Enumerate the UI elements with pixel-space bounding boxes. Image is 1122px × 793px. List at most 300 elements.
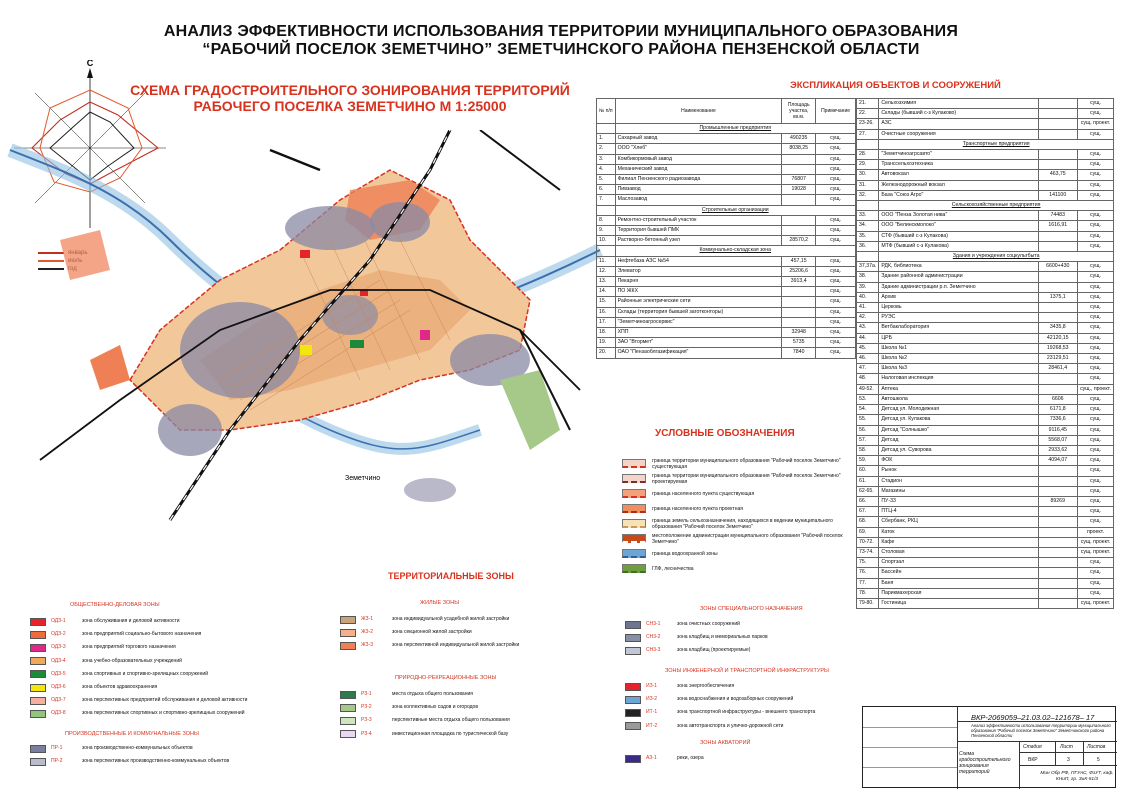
cell-n: 43. [857,323,879,333]
cell-note: сущ. [1077,517,1113,527]
cell-note: сущ. [1077,425,1113,435]
cell-n: 33. [857,211,879,221]
cell-note: сущ., проект. [1077,384,1113,394]
zone-swatch [340,691,356,699]
cell-area [1038,537,1077,547]
section-heading: Промышленные предприятия [615,124,855,134]
zoning-map [0,130,610,530]
cell-area: 19028 [782,185,816,195]
cell-area [1038,313,1077,323]
cell-n: 38. [857,272,879,282]
public-zones-heading: ОБЩЕСТВЕННО-ДЕЛОВАЯ ЗОНЫ [70,602,160,608]
cell-name: ПТЦ-4 [879,507,1038,517]
cell-n: 61. [857,476,879,486]
cell-name: ПУ-33 [879,496,1038,506]
cell-name: Механический завод [615,164,782,174]
cell-n: 39. [857,282,879,292]
col-num: № п/п [597,99,616,124]
table-row [857,374,1114,384]
cell-n: 66. [857,496,879,506]
cell-note: сущ. [1077,221,1113,231]
cell-n: 73-74. [857,547,879,557]
cell-n: 70-72. [857,537,879,547]
wind-rose-north-label: С [86,60,94,68]
cell-n: 55. [857,415,879,425]
cell-note: сущ. [816,154,856,164]
sheets-value: 5 [1097,757,1100,763]
cell-area [1038,517,1077,527]
cell-name: Пекарня [615,277,782,287]
zone-item [30,742,300,755]
table-row [857,211,1114,221]
table-row [597,297,856,307]
production-zones-heading: ПРОИЗВОДСТВЕННЫЕ И КОММУНАЛЬНЫЕ ЗОНЫ [65,731,199,737]
cell-n: 58. [857,445,879,455]
cell-area: 6606 [1038,394,1077,404]
table-row [597,307,856,317]
zone-item [30,707,300,720]
cell-n: 3. [597,154,616,164]
forest [500,370,560,450]
table-row [857,160,1114,170]
cell-note: сущ. [816,338,856,348]
zone-text: места отдыха общего пользования [392,691,473,698]
cell-name: Сельхозхимия [879,99,1038,109]
table-row [597,338,856,348]
section-heading: Транспортные предприятия [879,139,1114,149]
cell-note: проект. [1077,527,1113,537]
stage-label: Стадия [1023,744,1042,750]
cell-area [782,164,816,174]
zone-code: СН3-2 [646,634,661,641]
legend-item [622,561,852,576]
zone-item [30,615,300,628]
section-heading: Коммунально-складская зона [615,246,855,256]
table-row [597,328,856,338]
cell-n: 56. [857,425,879,435]
cell-area: 4094,07 [1038,456,1077,466]
table-row [857,241,1114,251]
table-row [857,282,1114,292]
legend-swatch [622,459,646,468]
table-row [857,435,1114,445]
cell-name: Кафе [879,537,1038,547]
zone-text: зона индивидуальной усадебной жилой застройки [392,616,510,623]
sheet-name: Схема градостроительного зонирования территорий [959,751,1011,775]
zone-item [625,706,865,719]
cell-area: 490235 [782,134,816,144]
cell-note: сущ. [1077,160,1113,170]
zone-code: СН3-1 [646,621,661,628]
table-row [597,205,856,215]
cell-note: сущ. [1077,588,1113,598]
sheets-label: Листов [1087,744,1106,750]
table-row [857,425,1114,435]
cell-area [1038,588,1077,598]
legend-item [622,501,852,516]
cell-note: сущ. [1077,558,1113,568]
cell-n: 13. [597,277,616,287]
cell-note: сущ. [1077,364,1113,374]
cell-area: 457,15 [782,256,816,266]
zone-text: зона обслуживания и деловой активности [82,618,180,625]
cell-n: 22. [857,109,879,119]
cell-n: 76. [857,568,879,578]
cell-n: 7. [597,195,616,205]
zone-code: ИЗ-2 [646,696,658,703]
table-row [597,317,856,327]
cell-area: 23129,51 [1038,354,1077,364]
cell-name: Гостиница [879,598,1038,608]
legend-swatch [622,534,646,543]
cell-name: Склады (бывший с-з Кулаково) [879,109,1038,119]
cell-name: ООО "Белинскмолоко" [879,221,1038,231]
cell-area [1038,241,1077,251]
zone-text: зона энергообеспечения [677,683,735,690]
cell-n: 17. [597,317,616,327]
cell-area: 1375,1 [1038,292,1077,302]
legend-swatch [622,474,646,483]
cell-name: Сахарный завод [615,134,782,144]
cell-name: Территория бывшей ПМК [615,226,782,236]
zone-item [30,668,300,681]
cell-name: Школа №2 [879,354,1038,364]
cell-note: сущ. [1077,99,1113,109]
cell-area: 7840 [782,348,816,358]
row-number [857,139,879,149]
table-row [857,201,1114,211]
cell-n: 32. [857,190,879,200]
cell-note: сущ. [1077,486,1113,496]
table-row [857,129,1114,139]
table-row [857,415,1114,425]
cell-name: РДК, библиотека [879,262,1038,272]
cell-name: Бассейн [879,568,1038,578]
zone-swatch [340,730,356,738]
zone-swatch [625,634,641,642]
cell-area [782,307,816,317]
zone-code: ЖЗ-3 [361,642,374,649]
table-row [597,185,856,195]
table-row [857,578,1114,588]
cell-name: ЗАО "Втормет" [615,338,782,348]
cell-name: Маслозавод [615,195,782,205]
cell-area: 5568,07 [1038,435,1077,445]
special-zones-list [625,618,855,658]
cell-note: сущ. [1077,313,1113,323]
infrastructure-zones-list [625,680,865,733]
cell-note: сущ. [1077,333,1113,343]
cell-n: 57. [857,435,879,445]
public-zones-list [30,615,300,721]
cell-note: сущ. [1077,476,1113,486]
document-code: ВКР-2069059–21.03.02–121678– 17 [971,713,1095,722]
cell-n: 78. [857,588,879,598]
cell-n: 16. [597,307,616,317]
cell-note: сущ. [816,348,856,358]
table-row [857,598,1114,608]
zone-code: ОДЗ-4 [51,657,66,664]
explication-table-left [596,98,856,359]
cell-n: 53. [857,394,879,404]
table-row [597,195,856,205]
territorial-zones-title: ТЕРРИТОРИАЛЬНЫЕ ЗОНЫ [388,571,514,581]
cell-area [1038,282,1077,292]
cell-name: Школа №3 [879,364,1038,374]
table-row [857,231,1114,241]
cell-name: Баня [879,578,1038,588]
zone-text: зона объектов здравоохранения [82,684,158,691]
legend-swatch [622,564,646,573]
cell-name: Столовая [879,547,1038,557]
table-row [857,139,1114,149]
table-row [857,394,1114,404]
cell-area: 2933,62 [1038,445,1077,455]
cell-n: 41. [857,303,879,313]
cell-note: сущ. [1077,241,1113,251]
zone-code: ОДЗ-7 [51,697,66,704]
cell-name: СТФ (бывший с-з Кулакова) [879,231,1038,241]
explication-table-right [856,98,1114,609]
cell-name: База "Союз Агро" [879,190,1038,200]
legend-swatch [622,489,646,498]
table-row [597,144,856,154]
table-row [597,124,856,134]
zone-item [625,680,865,693]
special-zones-heading: ЗОНЫ СПЕЦИАЛЬНОГО НАЗНАЧЕНИЯ [700,606,803,612]
production-zones-list [30,742,300,768]
cell-note: сущ. [1077,323,1113,333]
cell-area [1038,150,1077,160]
zone-code: ОДЗ-3 [51,644,66,651]
legend-item [622,546,852,561]
cell-name: Ремонтно-строительный участок [615,215,782,225]
table-row [857,333,1114,343]
cell-area: 9116,45 [1038,425,1077,435]
cell-name: Детсад ул. Молодежная [879,405,1038,415]
explication-title: ЭКСПЛИКАЦИЯ ОБЪЕКТОВ И СООРУЖЕНИЙ [790,80,1001,91]
cell-name: Пивзавод [615,185,782,195]
cell-area [1038,598,1077,608]
cell-note: сущ. [1077,303,1113,313]
zone-swatch [30,697,46,705]
zone-item [30,681,300,694]
cell-area [1038,99,1077,109]
cell-name: ООО "Пенза Золотая нива" [879,211,1038,221]
schema-title-line-2: РАБОЧЕГО ПОСЕЛКА ЗЕМЕТЧИНО М 1:25000 [193,98,507,114]
cell-note: сущ. [1077,496,1113,506]
cell-name: Очистные сооружения [879,129,1038,139]
cell-area [1038,507,1077,517]
cell-n: 30. [857,170,879,180]
cell-area: 25206,6 [782,266,816,276]
cell-area [1038,466,1077,476]
table-row [857,180,1114,190]
cell-n: 15. [597,297,616,307]
cell-n: 10. [597,236,616,246]
zone-item [625,720,865,733]
zone-code: ОДЗ-2 [51,631,66,638]
zone-item [625,618,855,631]
cell-area: 74483 [1038,211,1077,221]
table-row [597,164,856,174]
legend-item [622,516,852,531]
cell-note: сущ. [816,307,856,317]
cell-n: 9. [597,226,616,236]
zone-swatch [625,647,641,655]
cell-n: 42. [857,313,879,323]
cell-note: сущ. [816,195,856,205]
zone-item [340,626,610,639]
table-row [597,154,856,164]
cell-note: сущ. [1077,456,1113,466]
table-row [857,527,1114,537]
cell-name: Автовокзал [879,170,1038,180]
cell-area: 3913,4 [782,277,816,287]
cell-n: 77. [857,578,879,588]
cell-note: сущ. [1077,415,1113,425]
table-row [857,517,1114,527]
zone-text: зона спортивных и спортивно-зрелищных сооружений [82,670,209,677]
row-number [597,205,616,215]
cell-name: Элеватор [615,266,782,276]
cell-name: ФОК [879,456,1038,466]
cell-name: Церковь [879,303,1038,313]
cell-n: 23-26. [857,119,879,129]
legend-item [622,456,852,471]
cell-n: 4. [597,164,616,174]
cell-note: сущ. [816,277,856,287]
cell-n: 36. [857,241,879,251]
zone-code: РЗ-2 [361,704,372,711]
table-row [857,456,1114,466]
cell-name: Каток [879,527,1038,537]
cell-note: сущ. [1077,231,1113,241]
cell-name: Магазины [879,486,1038,496]
cell-name: Детсад "Солнышко" [879,425,1038,435]
cell-note: сущ. [816,256,856,266]
cell-note: сущ. [1077,435,1113,445]
cell-note: сущ. [816,226,856,236]
cell-n: 59. [857,456,879,466]
title-line-1: АНАЛИЗ ЭФФЕКТИВНОСТИ ИСПОЛЬЗОВАНИЯ ТЕРРИТОРИИ МУНИЦИПАЛЬНОГО ОБРАЗОВАНИЯ [163,23,959,40]
table-row [597,256,856,266]
cell-area [1038,476,1077,486]
table-row [857,99,1114,109]
cell-name: ПО ЖКХ [615,287,782,297]
zone-swatch [625,722,641,730]
legend-text: граница территории муниципального образования "Рабочий поселок Земетчино" проектируемая [652,472,841,485]
zone-swatch [625,755,641,763]
cell-area: 463,75 [1038,170,1077,180]
col-area: Площадь участка, кв.м. [782,99,816,124]
table-row [857,445,1114,455]
cell-n: 2. [597,144,616,154]
cell-name: Автошкола [879,394,1038,404]
cell-name: Детсад [879,435,1038,445]
table-row [857,496,1114,506]
cell-name: Филиал Пензенского радиозавода [615,175,782,185]
zone-item [30,641,300,654]
cell-n: 14. [597,287,616,297]
cell-area: 8038,25 [782,144,816,154]
cell-area [1038,129,1077,139]
section-heading: Здания и учреждения соцкультбыта [879,252,1114,262]
zone-swatch [30,745,46,753]
cell-name: Детсад ул. Кулакова [879,415,1038,425]
zone-item [340,613,610,626]
cell-n: 45. [857,343,879,353]
cell-note: сущ. проект. [1077,547,1113,557]
zone-swatch [30,758,46,766]
cell-name: Железнодорожный вокзал [879,180,1038,190]
organization: Мин Обр РФ, ПГУАС, ФзУТ, каф. КНиП, гр. ЗиК-51/3 [1040,771,1114,782]
cell-name: Растворно-бетонный узел [615,236,782,246]
cell-area: 42120,15 [1038,333,1077,343]
sheet-value: 3 [1067,757,1070,763]
zone-code: ИТ-2 [646,722,658,729]
cell-note: сущ. [816,144,856,154]
zone-item [30,628,300,641]
cell-note: сущ. [1077,578,1113,588]
document-subtitle: Анализ эффективности использования территории муниципального образования "Рабочий поселок Земетчино" Земетчинского района Пензенской области [971,723,1111,738]
zone-code: РЗ-3 [361,717,372,724]
zone-code: ПР-1 [51,745,63,752]
cell-note: сущ. [1077,354,1113,364]
water-zones-list [625,752,855,765]
cell-n: 79-80. [857,598,879,608]
section-heading: Строительные организации [615,205,855,215]
cell-name: Стадион [879,476,1038,486]
zone-swatch [30,710,46,718]
cell-n: 21. [857,99,879,109]
cell-name: Сбербанк, РКЦ [879,517,1038,527]
table-row [597,134,856,144]
zone-swatch [340,629,356,637]
cell-area [1038,180,1077,190]
infrastructure-zones-heading: ЗОНЫ ИНЖЕНЕРНОЙ И ТРАНСПОРТНОЙ ИНФРАСТРУКТУРЫ [665,668,829,674]
table-row [597,226,856,236]
cell-note: сущ. [1077,405,1113,415]
legend-text: ГЛФ, лесничества [652,565,694,572]
cell-note: сущ. [1077,466,1113,476]
cell-note: сущ. [816,134,856,144]
cell-note: сущ. [1077,129,1113,139]
zone-text: зона автотранспорта и улично-дорожной сети [677,722,784,729]
stage-value: ВКР [1028,757,1038,763]
cell-n: 40. [857,292,879,302]
zone-code: СН3-3 [646,647,661,654]
water-zones-heading: ЗОНЫ АКВАТОРИЙ [700,740,751,746]
cell-n: 75. [857,558,879,568]
table-row [857,221,1114,231]
table-row [857,252,1114,262]
cell-name: ХПП [615,328,782,338]
cell-note: сущ. [1077,180,1113,190]
cell-note: сущ. [1077,445,1113,455]
zone-code: ПР-2 [51,758,63,765]
table-row [597,277,856,287]
cell-name: Здание администрации р.п. Земетчино [879,282,1038,292]
cell-area [1038,547,1077,557]
legend-item [622,471,852,486]
legend-swatch [622,504,646,513]
cell-note: сущ. [1077,568,1113,578]
cell-name: "Земетчиноагросервис" [615,317,782,327]
zone-swatch [340,717,356,725]
zone-code: РЗ-1 [361,691,372,698]
cell-note: сущ. [816,185,856,195]
